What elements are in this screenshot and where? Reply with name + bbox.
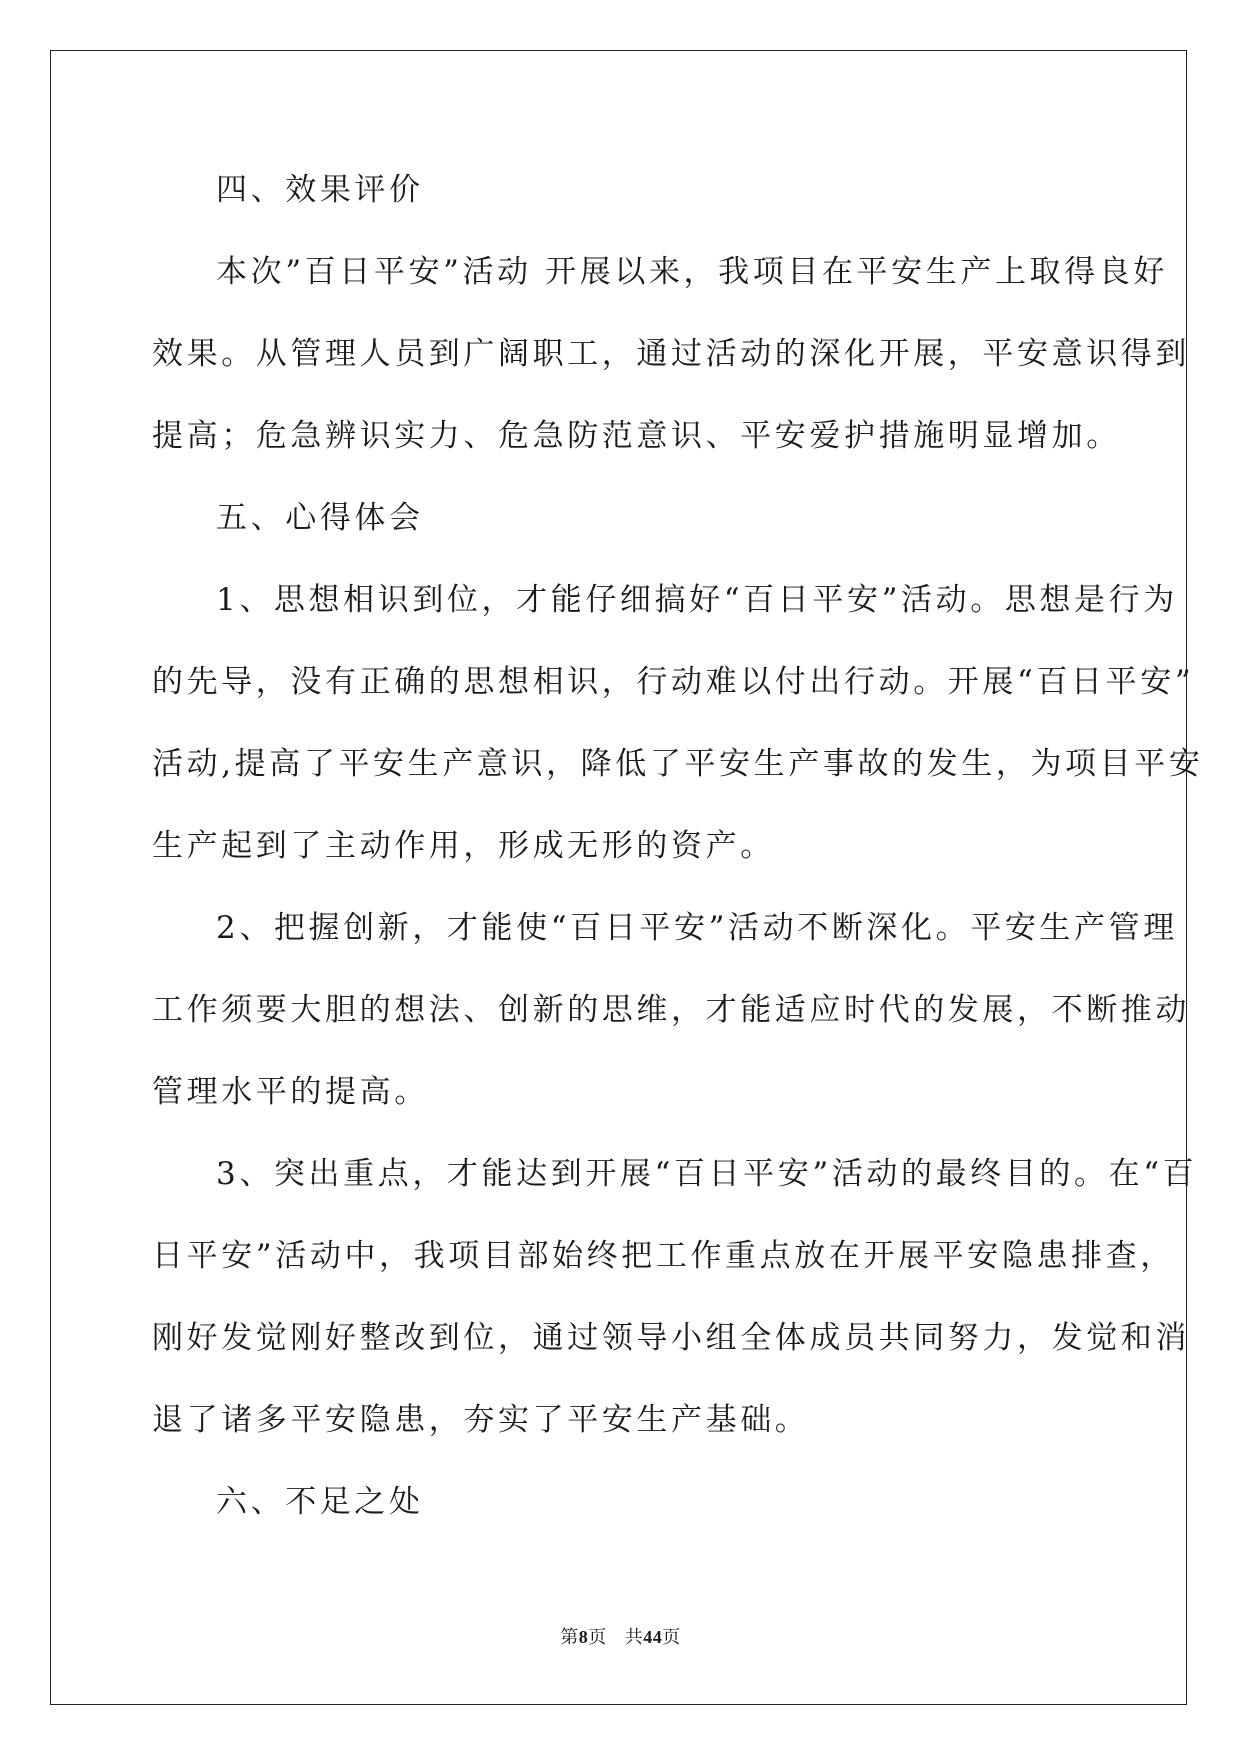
paragraph-line: 1、思想相识到位，才能仔细搞好“百日平安”活动。思想是行为 [216,582,1178,618]
paragraph-line: 效果。从管理人员到广阔职工，通过活动的深化开展，平安意识得到 [152,336,1190,372]
page-number: 8 [578,1627,589,1647]
section-heading-effect-evaluation: 四、效果评价 [216,172,424,208]
paragraph-line: 3、突出重点，才能达到开展“百日平安”活动的最终目的。在“百 [216,1156,1198,1192]
page-suffix: 页 [588,1627,607,1647]
paragraph-line: 日平安”活动中，我项目部始终把工作重点放在开展平安隐患排查， [152,1238,1175,1274]
page-prefix: 第 [560,1627,579,1647]
document-body [152,160,1204,1554]
paragraph-line: 活动,提高了平安生产意识，降低了平安生产事故的发生，为项目平安 [152,746,1204,782]
section-heading-experience: 五、心得体会 [216,500,424,536]
paragraph-line: 管理水平的提高。 [152,1074,429,1110]
paragraph-line: 本次”百日平安”活动 开展以来，我项目在平安生产上取得良好 [216,254,1168,290]
paragraph-line: 提高；危急辨识实力、危急防范意识、平安爱护措施明显增加。 [152,418,1121,454]
total-prefix: 共 [624,1627,644,1647]
section-heading-shortcomings: 六、不足之处 [216,1484,424,1520]
total-pages: 44 [643,1627,663,1647]
paragraph-line: 的先导，没有正确的思想相识，行动难以付出行动。开展“百日平安” [152,664,1195,700]
paragraph-line: 刚好发觉刚好整改到位，通过领导小组全体成员共同努力，发觉和消 [152,1320,1190,1356]
total-suffix: 页 [662,1627,681,1647]
paragraph-line: 退了诸多平安隐患，夯实了平安生产基础。 [152,1402,810,1438]
paragraph-line: 工作须要大胆的想法、创新的思维，才能适应时代的发展，不断推动 [152,992,1190,1028]
paragraph-line: 生产起到了主动作用，形成无形的资产。 [152,828,775,864]
page-footer [0,1623,1241,1649]
paragraph-line: 2、把握创新，才能使“百日平安”活动不断深化。平安生产管理 [216,910,1178,946]
